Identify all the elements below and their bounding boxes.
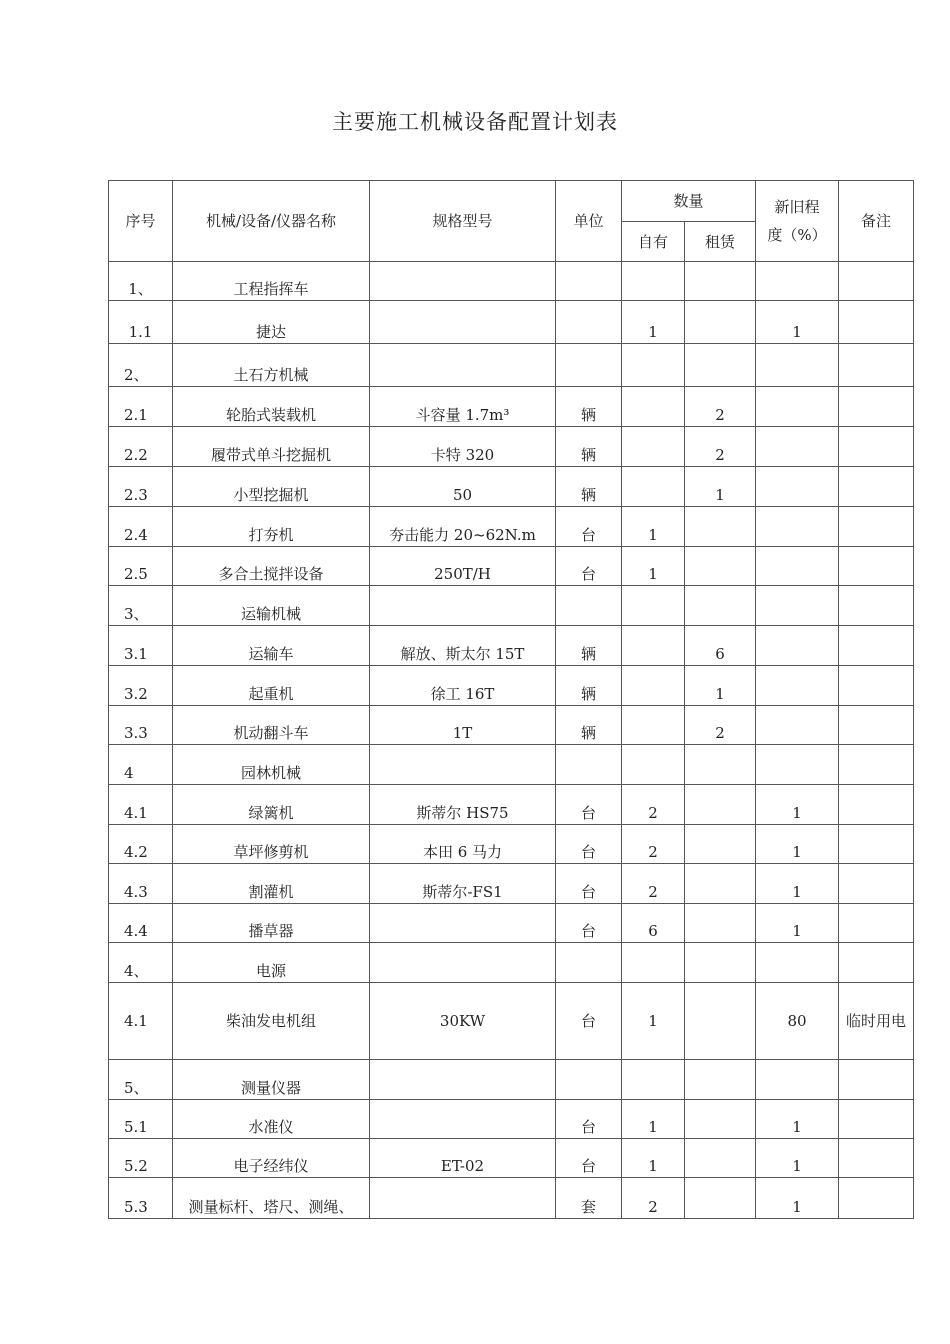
cell-unit: 套 xyxy=(556,1178,622,1219)
header-condition xyxy=(756,181,839,262)
cell-cond xyxy=(756,666,839,706)
cell-name: 柴油发电机组 xyxy=(173,983,370,1060)
cell-unit: 台 xyxy=(556,547,622,586)
cell-cond xyxy=(756,344,839,387)
cell-no: 3、 xyxy=(109,586,173,626)
cell-no: 2.3 xyxy=(109,467,173,507)
cell-rent: 2 xyxy=(685,706,756,745)
cell-spec xyxy=(370,745,556,785)
cell-own: 1 xyxy=(622,1139,685,1178)
cell-unit xyxy=(556,262,622,301)
cell-spec xyxy=(370,1060,556,1100)
cell-spec: 30KW xyxy=(370,983,556,1060)
table-row xyxy=(109,427,914,467)
cell-rent xyxy=(685,825,756,864)
cell-name: 割灌机 xyxy=(173,864,370,904)
header-unit: 单位 xyxy=(556,181,622,262)
cell-spec xyxy=(370,1100,556,1139)
cell-cond: 1 xyxy=(756,825,839,864)
table-row xyxy=(109,1178,914,1219)
cell-unit xyxy=(556,586,622,626)
cell-spec: 斗容量 1.7m³ xyxy=(370,387,556,427)
table-row xyxy=(109,706,914,745)
cell-cond xyxy=(756,467,839,507)
cell-cond: 1 xyxy=(756,1139,839,1178)
cell-own xyxy=(622,745,685,785)
cell-name: 打夯机 xyxy=(173,507,370,547)
cell-note xyxy=(839,586,914,626)
cell-unit: 辆 xyxy=(556,467,622,507)
cell-unit: 台 xyxy=(556,825,622,864)
cell-rent xyxy=(685,1060,756,1100)
cell-name: 工程指挥车 xyxy=(173,262,370,301)
cell-note xyxy=(839,943,914,983)
cell-spec: 本田 6 马力 xyxy=(370,825,556,864)
cell-spec: 50 xyxy=(370,467,556,507)
cell-own: 2 xyxy=(622,785,685,825)
cell-no: 2、 xyxy=(109,344,173,387)
cell-spec xyxy=(370,262,556,301)
cell-no: 2.1 xyxy=(109,387,173,427)
cell-spec xyxy=(370,943,556,983)
cell-rent xyxy=(685,1178,756,1219)
cell-cond: 1 xyxy=(756,785,839,825)
cell-spec: 夯击能力 20~62N.m xyxy=(370,507,556,547)
cell-name: 测量仪器 xyxy=(173,1060,370,1100)
cell-name: 履带式单斗挖掘机 xyxy=(173,427,370,467)
cell-unit: 辆 xyxy=(556,427,622,467)
cell-note xyxy=(839,344,914,387)
table-row xyxy=(109,1139,914,1178)
cell-unit xyxy=(556,943,622,983)
cell-spec xyxy=(370,904,556,943)
cell-spec: 1T xyxy=(370,706,556,745)
cell-name: 播草器 xyxy=(173,904,370,943)
cell-cond: 1 xyxy=(756,301,839,344)
cell-no: 1、 xyxy=(109,262,173,301)
cell-own xyxy=(622,666,685,706)
cell-own xyxy=(622,262,685,301)
cell-rent xyxy=(685,301,756,344)
cell-name: 捷达 xyxy=(173,301,370,344)
cell-no: 3.1 xyxy=(109,626,173,666)
cell-cond xyxy=(756,1060,839,1100)
cell-rent xyxy=(685,904,756,943)
cell-note xyxy=(839,666,914,706)
cell-unit: 台 xyxy=(556,904,622,943)
cell-name: 测量标杆、塔尺、测绳、 xyxy=(173,1178,370,1219)
table-row xyxy=(109,547,914,586)
cell-cond: 1 xyxy=(756,864,839,904)
cell-own xyxy=(622,344,685,387)
cell-cond: 1 xyxy=(756,1100,839,1139)
equipment-table xyxy=(108,180,914,1219)
cell-note xyxy=(839,1178,914,1219)
cell-cond xyxy=(756,745,839,785)
cell-rent: 2 xyxy=(685,387,756,427)
cell-no: 4.2 xyxy=(109,825,173,864)
cell-note xyxy=(839,427,914,467)
table-row xyxy=(109,262,914,301)
cell-cond xyxy=(756,626,839,666)
cell-own: 2 xyxy=(622,864,685,904)
cell-cond xyxy=(756,586,839,626)
cell-no: 2.5 xyxy=(109,547,173,586)
cell-name: 电源 xyxy=(173,943,370,983)
cell-own: 1 xyxy=(622,507,685,547)
cell-own xyxy=(622,387,685,427)
cell-rent xyxy=(685,547,756,586)
cell-unit: 台 xyxy=(556,1139,622,1178)
cell-own: 2 xyxy=(622,825,685,864)
cell-note xyxy=(839,1139,914,1178)
cell-own xyxy=(622,943,685,983)
cell-note xyxy=(839,745,914,785)
cell-cond xyxy=(756,507,839,547)
cell-spec: 斯蒂尔 HS75 xyxy=(370,785,556,825)
cell-note xyxy=(839,467,914,507)
cell-note xyxy=(839,387,914,427)
cell-cond xyxy=(756,943,839,983)
header-own: 自有 xyxy=(622,222,685,262)
cell-own: 2 xyxy=(622,1178,685,1219)
table-row xyxy=(109,507,914,547)
cell-name: 园林机械 xyxy=(173,745,370,785)
cell-name: 起重机 xyxy=(173,666,370,706)
cell-rent xyxy=(685,983,756,1060)
cell-name: 草坪修剪机 xyxy=(173,825,370,864)
cell-name: 土石方机械 xyxy=(173,344,370,387)
cell-rent xyxy=(685,943,756,983)
table-row xyxy=(109,745,914,785)
header-note: 备注 xyxy=(839,181,914,262)
cell-no: 5、 xyxy=(109,1060,173,1100)
cell-note xyxy=(839,547,914,586)
cell-unit xyxy=(556,344,622,387)
cell-note xyxy=(839,507,914,547)
cell-rent: 2 xyxy=(685,427,756,467)
header-no: 序号 xyxy=(109,181,173,262)
cell-note xyxy=(839,301,914,344)
cell-rent xyxy=(685,507,756,547)
table-row xyxy=(109,864,914,904)
cell-rent: 6 xyxy=(685,626,756,666)
cell-cond: 1 xyxy=(756,1178,839,1219)
cell-note xyxy=(839,825,914,864)
cell-spec xyxy=(370,344,556,387)
cell-unit: 台 xyxy=(556,507,622,547)
table-row xyxy=(109,626,914,666)
cell-own: 1 xyxy=(622,547,685,586)
cell-spec xyxy=(370,301,556,344)
cell-name: 电子经纬仪 xyxy=(173,1139,370,1178)
cell-rent xyxy=(685,586,756,626)
cell-cond: 80 xyxy=(756,983,839,1060)
cell-name: 多合土搅拌设备 xyxy=(173,547,370,586)
cell-cond: 1 xyxy=(756,904,839,943)
cell-cond xyxy=(756,547,839,586)
cell-no: 1.1 xyxy=(109,301,173,344)
cell-rent: 1 xyxy=(685,467,756,507)
cell-unit: 辆 xyxy=(556,626,622,666)
cell-rent xyxy=(685,785,756,825)
cell-no: 4.1 xyxy=(109,785,173,825)
cell-no: 2.4 xyxy=(109,507,173,547)
cell-rent xyxy=(685,1139,756,1178)
cell-no: 4.1 xyxy=(109,983,173,1060)
header-spec: 规格型号 xyxy=(370,181,556,262)
cell-no: 4 xyxy=(109,745,173,785)
table-row xyxy=(109,825,914,864)
table-row xyxy=(109,1060,914,1100)
cell-own: 6 xyxy=(622,904,685,943)
cell-note xyxy=(839,1060,914,1100)
cell-note xyxy=(839,904,914,943)
cell-cond xyxy=(756,262,839,301)
cell-name: 小型挖掘机 xyxy=(173,467,370,507)
cell-name: 运输机械 xyxy=(173,586,370,626)
cell-no: 4.4 xyxy=(109,904,173,943)
cell-cond xyxy=(756,387,839,427)
cell-cond xyxy=(756,427,839,467)
cell-spec: 徐工 16T xyxy=(370,666,556,706)
cell-note xyxy=(839,706,914,745)
cell-own: 1 xyxy=(622,301,685,344)
cell-unit xyxy=(556,745,622,785)
cell-spec: 斯蒂尔-FS1 xyxy=(370,864,556,904)
cell-own xyxy=(622,1060,685,1100)
header-name: 机械/设备/仪器名称 xyxy=(173,181,370,262)
cell-spec xyxy=(370,1178,556,1219)
cell-rent xyxy=(685,344,756,387)
cell-spec: 250T/H xyxy=(370,547,556,586)
cell-spec: 解放、斯太尔 15T xyxy=(370,626,556,666)
cell-spec: 卡特 320 xyxy=(370,427,556,467)
header-condition-line1: 新旧程 xyxy=(774,198,820,216)
cell-no: 5.3 xyxy=(109,1178,173,1219)
cell-no: 5.2 xyxy=(109,1139,173,1178)
cell-rent xyxy=(685,864,756,904)
cell-note xyxy=(839,1100,914,1139)
cell-own xyxy=(622,427,685,467)
cell-name: 绿篱机 xyxy=(173,785,370,825)
cell-note xyxy=(839,864,914,904)
cell-name: 运输车 xyxy=(173,626,370,666)
cell-rent: 1 xyxy=(685,666,756,706)
header-condition-line2: 度（%） xyxy=(767,226,827,244)
table-row xyxy=(109,387,914,427)
cell-own: 1 xyxy=(622,983,685,1060)
cell-no: 2.2 xyxy=(109,427,173,467)
table-row xyxy=(109,344,914,387)
cell-unit: 台 xyxy=(556,1100,622,1139)
cell-unit xyxy=(556,301,622,344)
cell-no: 5.1 xyxy=(109,1100,173,1139)
cell-note xyxy=(839,785,914,825)
cell-spec: ET-02 xyxy=(370,1139,556,1178)
cell-note xyxy=(839,626,914,666)
table-row xyxy=(109,1100,914,1139)
table-row xyxy=(109,983,914,1060)
cell-note xyxy=(839,262,914,301)
table-row xyxy=(109,904,914,943)
cell-no: 3.2 xyxy=(109,666,173,706)
cell-cond xyxy=(756,706,839,745)
table-row xyxy=(109,943,914,983)
page-title: 主要施工机械设备配置计划表 xyxy=(332,110,618,134)
cell-own xyxy=(622,626,685,666)
cell-name: 机动翻斗车 xyxy=(173,706,370,745)
table-row xyxy=(109,586,914,626)
header-rent: 租赁 xyxy=(685,222,756,262)
table-row xyxy=(109,301,914,344)
cell-own xyxy=(622,467,685,507)
table-row xyxy=(109,785,914,825)
cell-unit: 台 xyxy=(556,983,622,1060)
cell-spec xyxy=(370,586,556,626)
cell-rent xyxy=(685,745,756,785)
cell-own xyxy=(622,706,685,745)
table-row xyxy=(109,666,914,706)
cell-no: 4、 xyxy=(109,943,173,983)
cell-no: 3.3 xyxy=(109,706,173,745)
cell-unit xyxy=(556,1060,622,1100)
cell-own: 1 xyxy=(622,1100,685,1139)
cell-rent xyxy=(685,1100,756,1139)
cell-unit: 台 xyxy=(556,785,622,825)
cell-no: 4.3 xyxy=(109,864,173,904)
cell-unit: 台 xyxy=(556,864,622,904)
header-qty: 数量 xyxy=(622,181,756,222)
table-row xyxy=(109,467,914,507)
cell-unit: 辆 xyxy=(556,706,622,745)
cell-rent xyxy=(685,262,756,301)
cell-unit: 辆 xyxy=(556,387,622,427)
cell-name: 水准仪 xyxy=(173,1100,370,1139)
cell-own xyxy=(622,586,685,626)
cell-name: 轮胎式装载机 xyxy=(173,387,370,427)
cell-unit: 辆 xyxy=(556,666,622,706)
cell-note: 临时用电 xyxy=(839,983,914,1060)
